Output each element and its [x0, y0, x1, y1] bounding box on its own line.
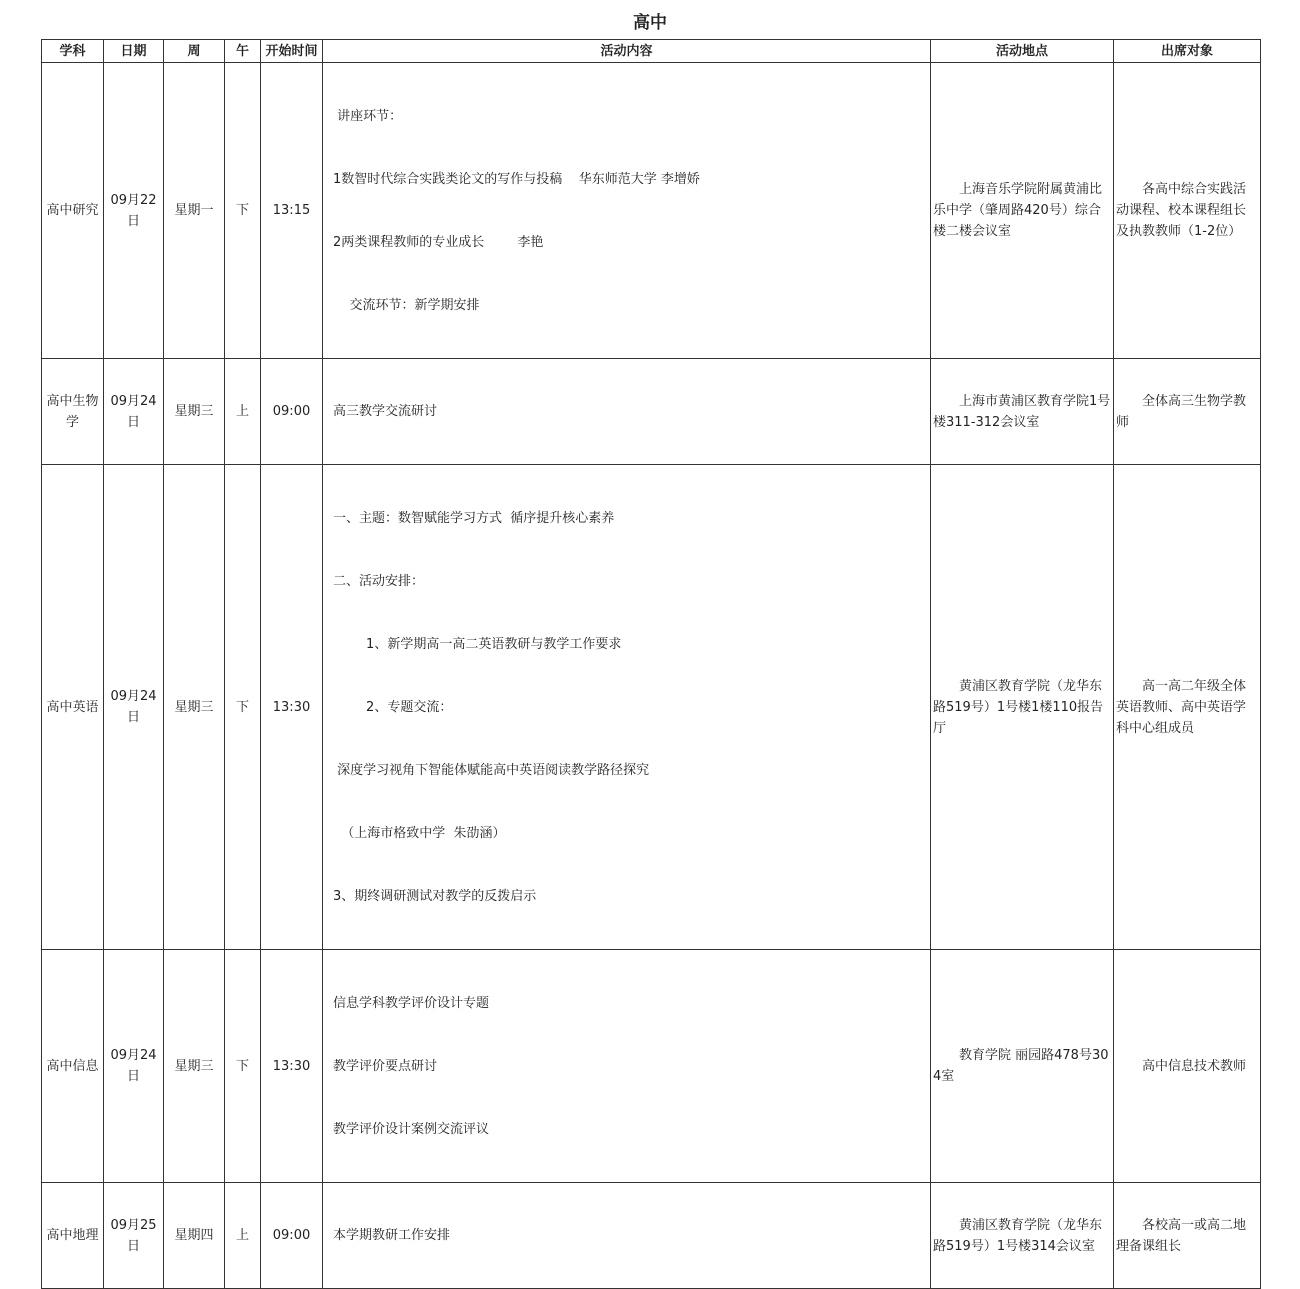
content-line: 1、新学期高一高二英语教研与教学工作要求	[333, 637, 622, 652]
cell-weekday: 星期三	[164, 465, 225, 950]
content-line: 深度学习视角下智能体赋能高中英语阅读教学路径探究	[333, 763, 650, 778]
cell-start-time: 13:30	[261, 465, 323, 950]
table-row	[42, 1183, 1261, 1289]
cell-content	[323, 465, 931, 950]
table-row	[42, 63, 1261, 359]
cell-attendees: 高一高二年级全体英语教师、高中英语学科中心组成员	[1114, 465, 1261, 950]
cell-attendees: 高中信息技术教师	[1114, 950, 1261, 1183]
cell-date: 09月22日	[104, 63, 164, 359]
header-subject: 学科	[42, 40, 104, 63]
content-line: 讲座环节：	[333, 109, 403, 124]
cell-attendees: 各高中综合实践活动课程、校本课程组长及执教教师（1-2位）	[1114, 63, 1261, 359]
cell-subject: 高中信息	[42, 950, 104, 1183]
table-row	[42, 359, 1261, 465]
table-row	[42, 465, 1261, 950]
cell-start-time: 09:00	[261, 359, 323, 465]
content-line: 高三教学交流研讨	[333, 404, 438, 419]
cell-subject: 高中地理	[42, 1183, 104, 1289]
cell-weekday: 星期三	[164, 950, 225, 1183]
content-line: （上海市格致中学 朱劭涵）	[333, 826, 506, 841]
header-weekday: 周	[164, 40, 225, 63]
cell-start-time: 09:00	[261, 1183, 323, 1289]
cell-location: 教育学院 丽园路478号304室	[931, 950, 1114, 1183]
content-line: 3、期终调研测试对教学的反拨启示	[333, 889, 537, 904]
cell-period: 下	[225, 465, 261, 950]
cell-content	[323, 1183, 931, 1289]
cell-location: 黄浦区教育学院（龙华东路519号）1号楼1楼110报告厅	[931, 465, 1114, 950]
cell-location: 上海市黄浦区教育学院1号楼311-312会议室	[931, 359, 1114, 465]
content-line: 2两类课程教师的专业成长 李艳	[333, 235, 544, 250]
content-line: 2、专题交流：	[333, 700, 453, 715]
cell-period: 下	[225, 63, 261, 359]
cell-weekday: 星期一	[164, 63, 225, 359]
cell-weekday: 星期三	[164, 359, 225, 465]
table-row	[42, 950, 1261, 1183]
cell-start-time: 13:15	[261, 63, 323, 359]
content-line: 信息学科教学评价设计专题	[333, 996, 490, 1011]
content-line: 二、活动安排：	[333, 574, 425, 589]
header-date: 日期	[104, 40, 164, 63]
cell-content	[323, 359, 931, 465]
page-title: 高中	[633, 13, 667, 33]
cell-period: 下	[225, 950, 261, 1183]
content-line: 1数智时代综合实践类论文的写作与投稿 华东师范大学 李增娇	[333, 172, 700, 187]
cell-content	[323, 63, 931, 359]
cell-subject: 高中英语	[42, 465, 104, 950]
schedule-table	[41, 39, 1261, 1289]
content-line: 教学评价设计案例交流评议	[333, 1122, 490, 1137]
cell-attendees: 各校高一或高二地理备课组长	[1114, 1183, 1261, 1289]
cell-weekday: 星期四	[164, 1183, 225, 1289]
cell-subject: 高中研究	[42, 63, 104, 359]
content-line: 一、主题：数智赋能学习方式 循序提升核心素养	[333, 511, 615, 526]
header-content: 活动内容	[323, 40, 931, 63]
cell-date: 09月24日	[104, 359, 164, 465]
content-line: 交流环节：新学期安排	[333, 298, 480, 313]
header-period: 午	[225, 40, 261, 63]
header-attendees: 出席对象	[1114, 40, 1261, 63]
cell-period: 上	[225, 1183, 261, 1289]
content-line: 教学评价要点研讨	[333, 1059, 438, 1074]
cell-subject: 高中生物学	[42, 359, 104, 465]
cell-date: 09月24日	[104, 950, 164, 1183]
cell-date: 09月24日	[104, 465, 164, 950]
cell-location: 上海音乐学院附属黄浦比乐中学（肇周路420号）综合楼二楼会议室	[931, 63, 1114, 359]
cell-location: 黄浦区教育学院（龙华东路519号）1号楼314会议室	[931, 1183, 1114, 1289]
header-location: 活动地点	[931, 40, 1114, 63]
table-header-row	[42, 40, 1261, 63]
cell-content	[323, 950, 931, 1183]
cell-start-time: 13:30	[261, 950, 323, 1183]
content-line: 本学期教研工作安排	[333, 1228, 451, 1243]
header-start-time: 开始时间	[261, 40, 323, 63]
cell-attendees: 全体高三生物学教师	[1114, 359, 1261, 465]
cell-period: 上	[225, 359, 261, 465]
cell-date: 09月25日	[104, 1183, 164, 1289]
